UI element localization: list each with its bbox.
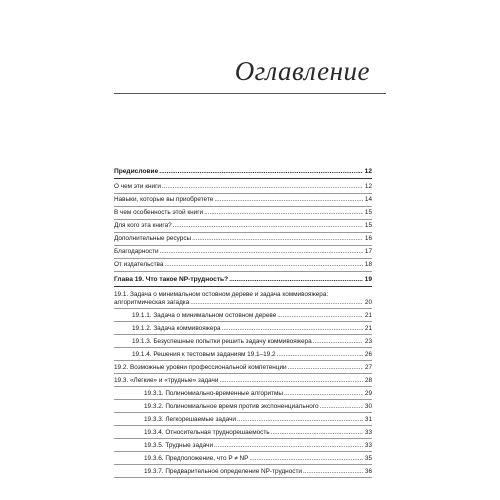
toc-leader-dots <box>277 351 363 359</box>
toc-page-number: 26 <box>364 350 372 358</box>
toc-entry-label: Глава 19. Что такое NP-трудность? <box>114 275 229 283</box>
toc-entry <box>114 248 372 259</box>
toc-leader-dots <box>164 261 363 269</box>
toc-entry-label-line1: 19.1. Задача о минимальном остовном дереве и задача коммивояжера: <box>114 290 329 298</box>
toc-entry-label: 19.3.3. Легкорешаемые задачи <box>144 415 237 423</box>
toc-page-number: 12 <box>364 168 372 175</box>
toc-entry-label: Навыки, которые вы приобретете <box>114 196 214 203</box>
toc-entry <box>114 209 372 220</box>
toc-leader-dots <box>277 312 363 320</box>
toc-entry-label: О чем эти книги <box>114 183 161 190</box>
toc-entry <box>114 183 372 194</box>
toc-page-number: 12 <box>364 183 372 190</box>
toc-entry <box>114 364 372 375</box>
toc-page-number: 29 <box>364 389 372 397</box>
title-divider <box>114 93 386 94</box>
toc-page-number: 19 <box>364 275 372 283</box>
toc-entry <box>114 377 372 388</box>
toc-entry-label: 19.3.5. Трудные задачи <box>144 441 214 449</box>
toc-page-number: 15 <box>364 209 372 216</box>
toc-entry-label: Благодарности <box>114 248 159 255</box>
toc-entry-label: 19.3.7. Предварительное определение NP-трудности <box>144 467 302 475</box>
toc-entry <box>114 390 372 401</box>
toc-entry-label: 19.3. «Легкие» и «трудные» задачи <box>114 376 219 384</box>
toc-page-number: 16 <box>364 235 372 242</box>
toc-page-number: 33 <box>364 428 372 436</box>
toc-entry <box>114 429 372 440</box>
toc-leader-dots <box>303 468 363 476</box>
table-of-contents <box>114 168 372 481</box>
toc-page-number: 15 <box>364 222 372 229</box>
toc-leader-dots <box>173 222 363 230</box>
toc-entry <box>114 325 372 336</box>
toc-leader-dots <box>284 390 363 398</box>
toc-entry <box>114 338 372 349</box>
toc-page-number: 18 <box>364 261 372 268</box>
toc-entry-label: Предисловие <box>114 168 159 175</box>
toc-leader-dots <box>222 325 363 333</box>
toc-leader-dots <box>214 196 363 204</box>
toc-entry <box>114 468 372 479</box>
toc-entry <box>114 442 372 453</box>
toc-entry <box>114 222 372 233</box>
toc-page-number: 36 <box>364 467 372 475</box>
toc-leader-dots <box>288 364 363 372</box>
toc-entry-label: 19.3.2. Полиномиальное время против экспоненциального <box>144 402 319 410</box>
toc-entry-label: 19.3.6. Предположение, что P ≠ NP <box>144 454 249 462</box>
toc-page-number: 21 <box>364 324 372 332</box>
toc-page-number: 21 <box>364 311 372 319</box>
toc-leader-dots <box>237 416 363 424</box>
toc-heading-entry <box>114 276 372 287</box>
toc-entry <box>114 196 372 207</box>
toc-entry <box>114 261 372 272</box>
toc-page-number: 23 <box>364 337 372 345</box>
toc-leader-dots <box>249 455 363 463</box>
toc-page-number: 27 <box>364 363 372 371</box>
toc-entry <box>114 291 372 310</box>
toc-entry <box>114 351 372 362</box>
toc-page-number: 35 <box>364 454 372 462</box>
toc-leader-dots <box>159 168 363 176</box>
toc-entry <box>114 312 372 323</box>
toc-entry-label: Дополнительные ресурсы <box>114 235 192 242</box>
page-title: Оглавление <box>234 56 370 86</box>
toc-leader-dots <box>320 403 363 411</box>
toc-page-number: 20 <box>364 298 372 306</box>
toc-entry-label: Для кого эта книга? <box>114 222 172 229</box>
toc-leader-dots <box>219 377 363 385</box>
toc-page-number: 30 <box>364 402 372 410</box>
toc-page-number: 31 <box>364 415 372 423</box>
toc-leader-dots <box>271 429 363 437</box>
toc-leader-dots <box>160 248 363 256</box>
toc-leader-dots <box>192 235 363 243</box>
toc-entry-label: 19.3.1. Полиномиально-временные алгоритмы <box>144 389 283 397</box>
toc-entry-label: 19.3.4. Относительная труднорешаемость <box>144 428 270 436</box>
toc-leader-dots <box>214 442 363 450</box>
toc-entry <box>114 235 372 246</box>
toc-page-number: 28 <box>364 376 372 384</box>
toc-leader-dots <box>162 183 363 191</box>
toc-entry-label: алгоритмическая загадка <box>114 298 190 306</box>
toc-entry <box>114 403 372 414</box>
toc-entry-label: 19.1.4. Решения к тестовым заданиям 19.1–19.2 <box>132 350 276 358</box>
toc-entry-label: От издательства <box>114 261 164 268</box>
toc-page-number: 17 <box>364 248 372 255</box>
toc-entry-label: 19.2. Возможные уровни профессиональной компетенции <box>114 363 287 371</box>
toc-entry <box>114 416 372 427</box>
toc-entry-label: 19.1.3. Безуспешные попытки решить задачу коммивояжера <box>132 337 312 345</box>
toc-page-number: 14 <box>364 196 372 203</box>
toc-entry <box>114 455 372 466</box>
toc-entry-label: 19.1.2. Задача коммивояжера <box>132 324 221 332</box>
toc-leader-dots <box>204 209 363 217</box>
toc-leader-dots <box>190 299 363 307</box>
toc-heading-entry <box>114 168 372 179</box>
toc-page-number: 33 <box>364 441 372 449</box>
toc-entry-label: В чем особенность этой книги <box>114 209 204 216</box>
toc-leader-dots <box>229 276 363 284</box>
toc-leader-dots <box>313 338 363 346</box>
toc-entry-label: 19.1.1. Задача о минимальном остовном дереве <box>132 311 277 319</box>
